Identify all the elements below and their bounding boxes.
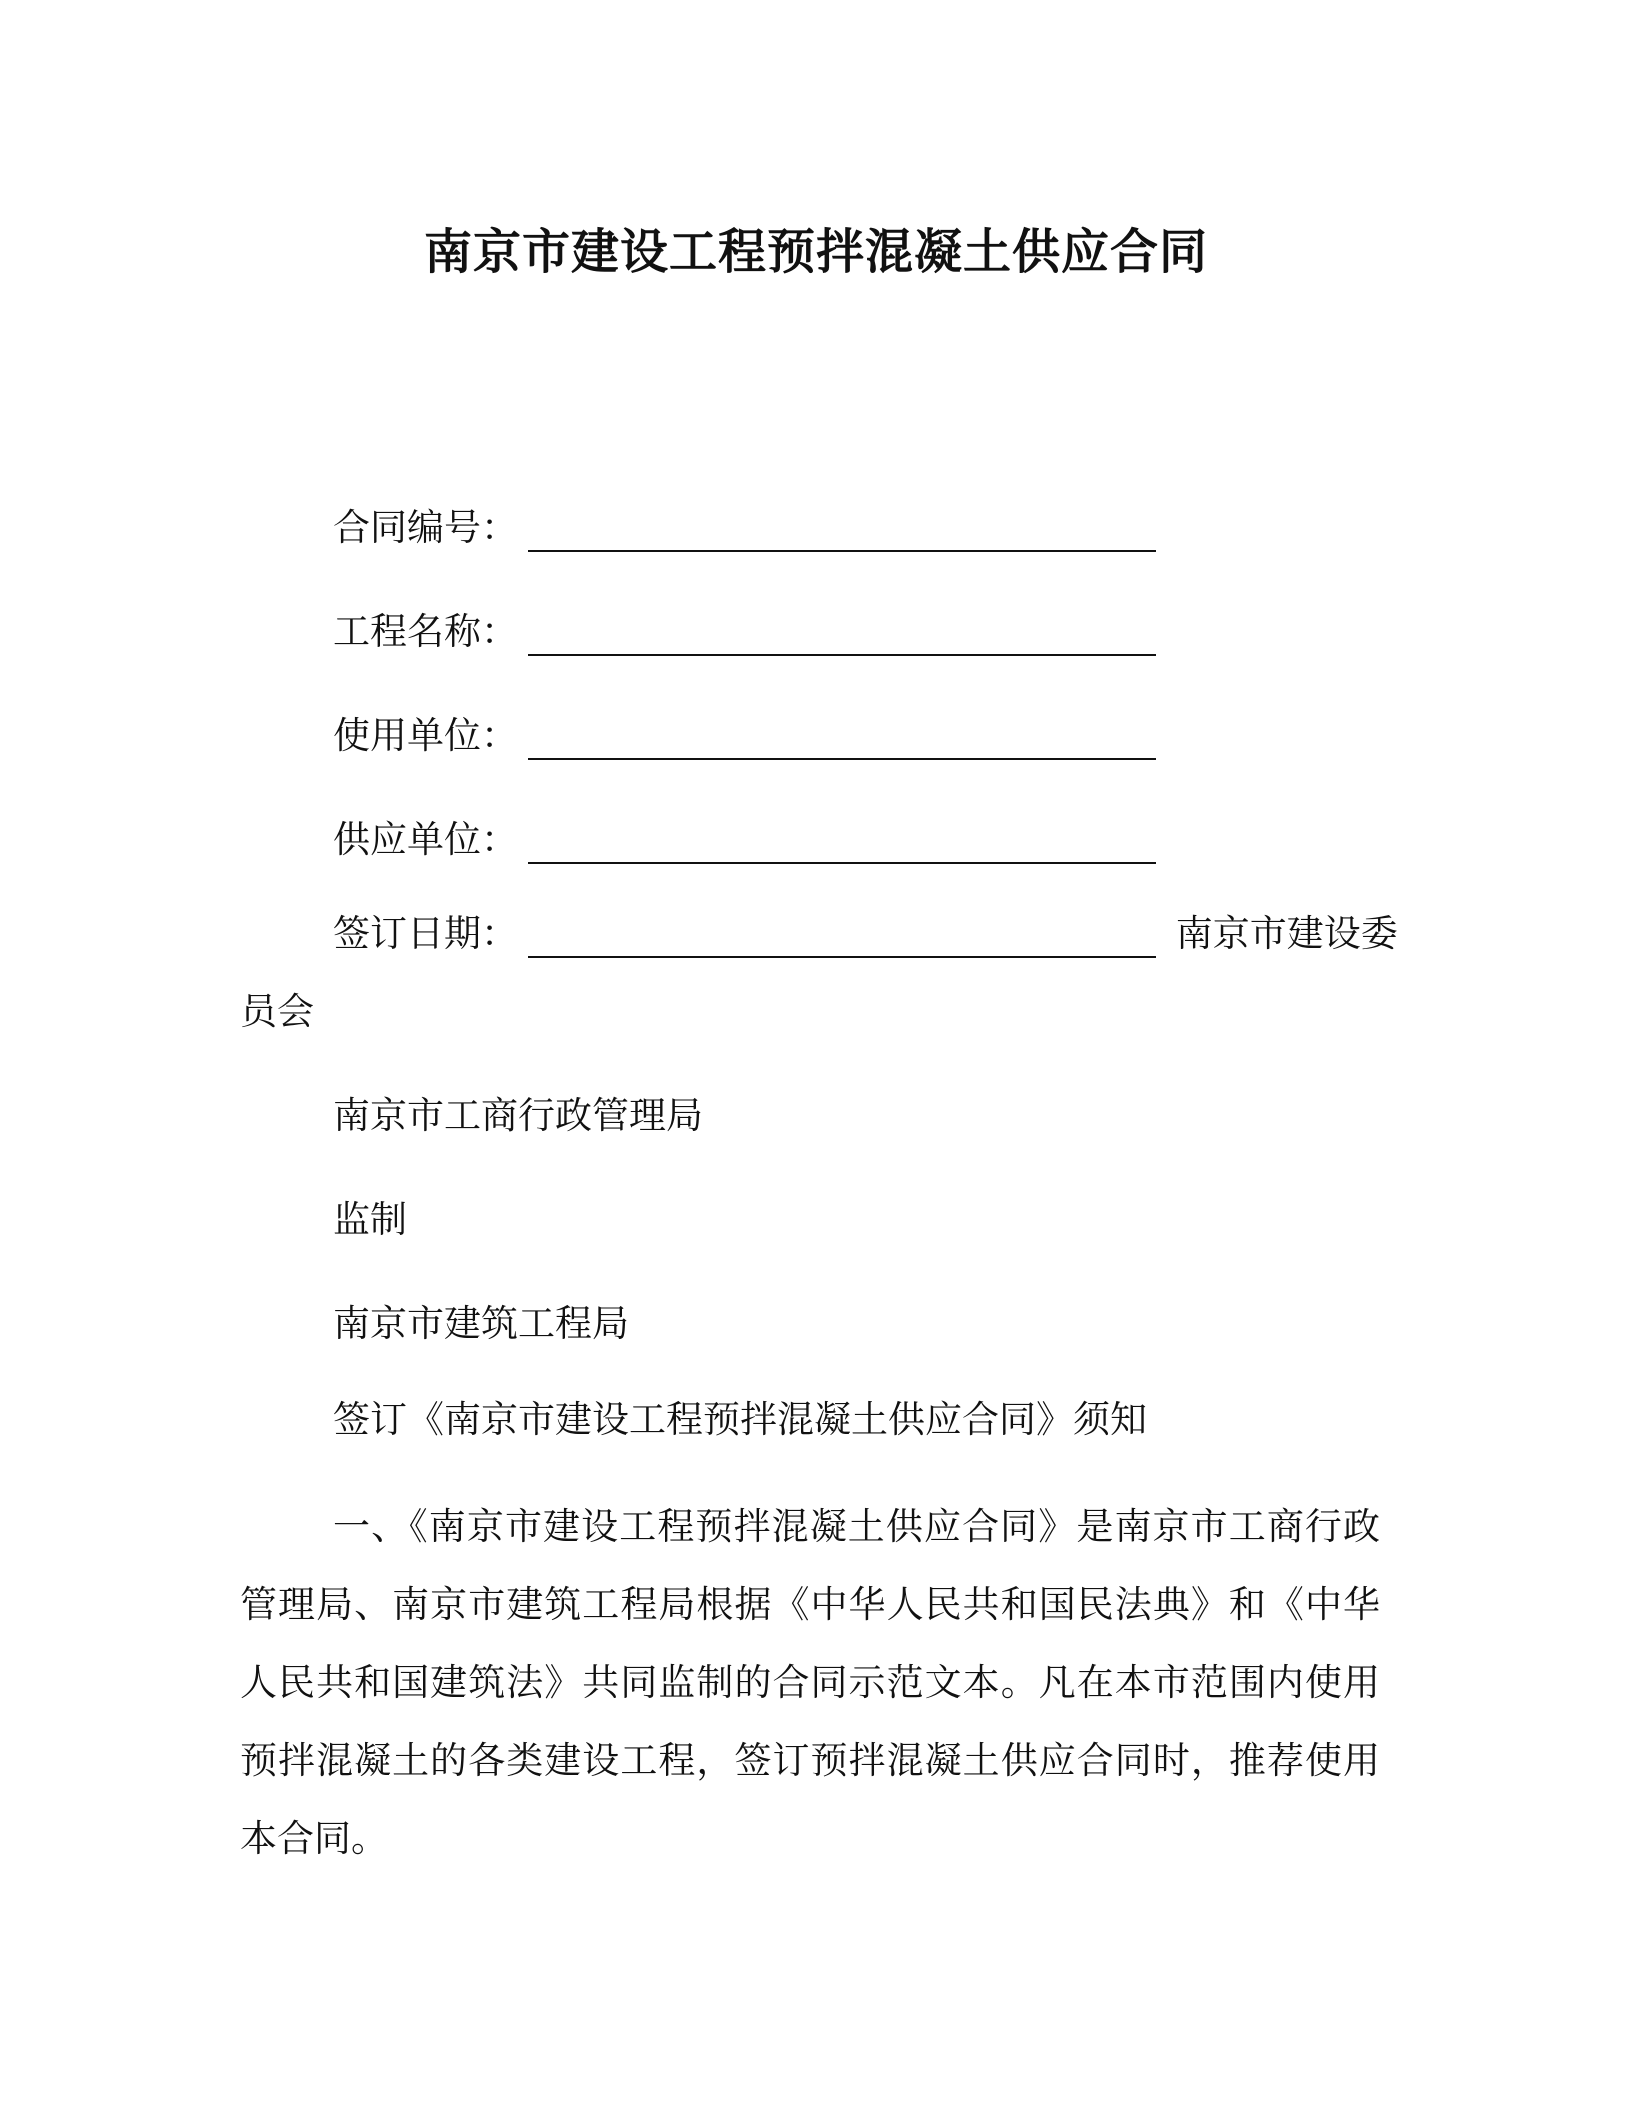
notice-heading: 签订《南京市建设工程预拌混凝土供应合同》须知 [333, 1398, 1147, 1441]
issuer-commerce-bureau: 南京市工商行政管理局 [333, 1094, 703, 1137]
notice-paragraph-1: 一、《南京市建设工程预拌混凝土供应合同》是南京市工商行政管理局、南京市建筑工程局根据《中华人民共和国民法典》和《中华人民共和国建筑法》共同监制的合同示范文本。凡在本市范围内使用预拌混凝土的各类建设工程，签订预拌混凝土供应合同时，推荐使用本合同。 [240, 1505, 1380, 1860]
signing-date-trailing-text: 南京市建设委 [1175, 912, 1398, 955]
supplier-unit-blank[interactable] [528, 822, 1156, 864]
project-name-blank[interactable] [528, 614, 1156, 656]
issuer-construction-bureau: 南京市建筑工程局 [333, 1302, 629, 1345]
signing-date-field [333, 910, 1398, 958]
contract-number-field [333, 504, 1156, 552]
signing-date-blank[interactable] [528, 916, 1156, 958]
user-unit-field [333, 712, 1156, 760]
document-title: 南京市建设工程预拌混凝土供应合同 [423, 224, 1208, 280]
supplier-unit-label: 供应单位： [333, 818, 518, 861]
supplier-unit-field [333, 816, 1156, 864]
project-name-field [333, 608, 1156, 656]
project-name-label: 工程名称： [333, 610, 518, 653]
signing-date-label: 签订日期： [333, 912, 518, 955]
contract-number-blank[interactable] [528, 510, 1156, 552]
signing-date-wrap-text: 员会 [240, 990, 314, 1033]
user-unit-blank[interactable] [528, 718, 1156, 760]
contract-number-label: 合同编号： [333, 506, 518, 549]
supervision-label: 监制 [333, 1198, 407, 1241]
user-unit-label: 使用单位： [333, 714, 518, 757]
